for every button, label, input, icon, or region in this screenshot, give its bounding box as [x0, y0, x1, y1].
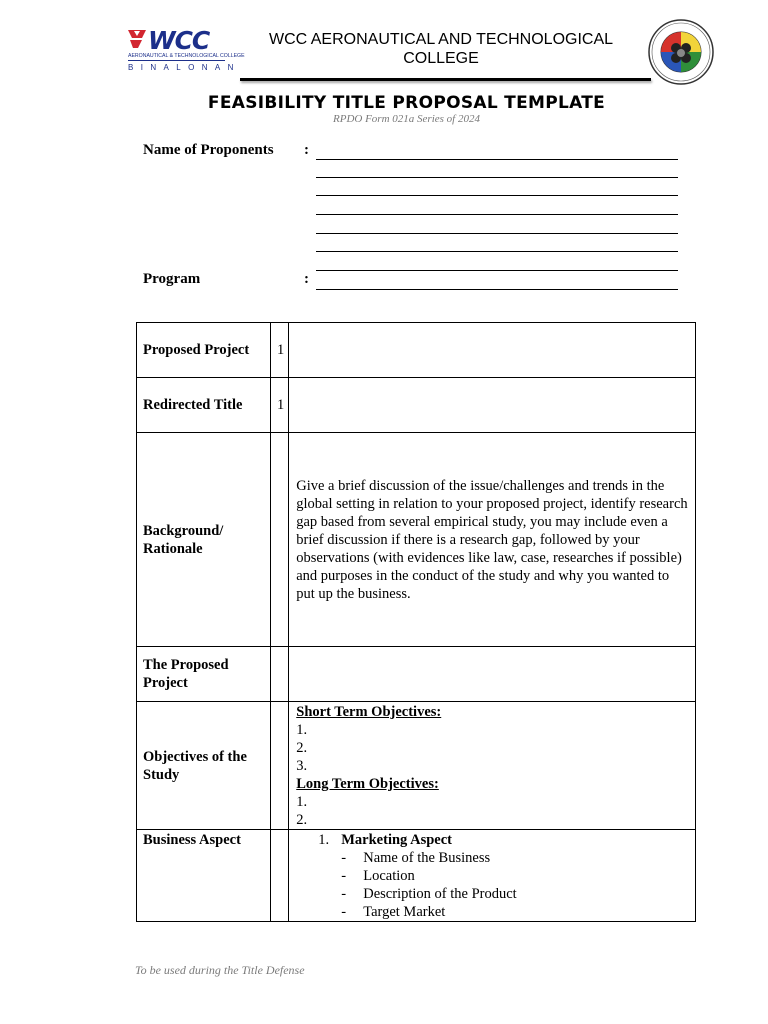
list-item [296, 849, 688, 867]
table-row [137, 433, 696, 647]
list-item-label: Location [363, 868, 415, 884]
table-row [137, 830, 696, 922]
proponents-label: Name of Proponents [143, 142, 274, 158]
row-number [271, 830, 289, 922]
marketing-aspect-label: Marketing Aspect [341, 832, 452, 848]
proponent-line[interactable] [316, 177, 678, 178]
marketing-aspect-heading [296, 831, 688, 849]
table-row [137, 647, 696, 702]
college-logo [128, 26, 245, 76]
list-item-label: Description of the Product [363, 886, 517, 902]
college-name: WCC AERONAUTICAL AND TECHNOLOGICAL COLLEGE [268, 31, 614, 67]
logo-subtitle: AERONAUTICAL & TECHNOLOGICAL COLLEGE [128, 53, 245, 59]
row-label: Objectives of the Study [137, 702, 271, 830]
row-number [271, 702, 289, 830]
bullet-dash: - [341, 850, 347, 866]
rationale-cell[interactable]: Give a brief discussion of the issue/challenges and trends in the global setting in relation to your proposed project, identify research gap based from several empirical study, you may include even a brief discussion if there is a research gap, followed by your observations (with evidences like law, case, researches if possible) and purposes in the conduct of the study and why you wanted to put up the business. [289, 433, 696, 647]
objectives-cell[interactable] [289, 702, 696, 830]
objective-item: 2. [296, 812, 308, 828]
proponent-line[interactable] [316, 159, 678, 160]
list-item [296, 903, 688, 921]
list-number: 1. [318, 832, 330, 848]
proponent-line[interactable] [316, 195, 678, 196]
row-number [271, 647, 289, 702]
row-label: Proposed Project [137, 323, 271, 378]
long-term-heading: Long Term Objectives: [296, 776, 439, 792]
table-row [137, 323, 696, 378]
wing-emblem-icon [128, 28, 148, 52]
proponent-line[interactable] [316, 233, 678, 234]
objective-item: 3. [296, 758, 308, 774]
row-number [271, 433, 289, 647]
document-title: FEASIBILITY TITLE PROPOSAL TEMPLATE [207, 93, 606, 113]
bullet-dash: - [341, 886, 347, 902]
list-item [296, 867, 688, 885]
short-term-heading: Short Term Objectives: [296, 704, 442, 720]
objective-item: 1. [296, 722, 308, 738]
row-label: Background/ Rationale [137, 433, 271, 647]
list-item [296, 885, 688, 903]
program-colon: : [304, 271, 309, 287]
row-label: Redirected Title [137, 378, 271, 433]
proposed-project-description-cell[interactable] [289, 647, 696, 702]
header-divider [240, 78, 651, 81]
program-line[interactable] [316, 289, 678, 290]
research-office-seal-icon [648, 19, 714, 85]
logo-brand: WCC [148, 26, 210, 55]
table-row [137, 378, 696, 433]
program-label: Program [143, 271, 201, 287]
redirected-title-cell[interactable] [289, 378, 696, 433]
bullet-dash: - [341, 904, 347, 920]
proponents-colon: : [304, 142, 309, 158]
logo-location: BINALONAN [128, 63, 241, 72]
form-number: RPDO Form 021a Series of 2024 [333, 113, 480, 125]
footer-note: To be used during the Title Defense [135, 963, 305, 977]
proponent-line[interactable] [316, 251, 678, 252]
proponent-line[interactable] [316, 214, 678, 215]
business-aspect-cell[interactable] [289, 830, 696, 922]
logo-divider [128, 60, 225, 61]
row-label: The Proposed Project [137, 647, 271, 702]
business-aspect-list [296, 831, 688, 921]
objective-item: 2. [296, 740, 308, 756]
row-number: 1 [271, 378, 289, 433]
bullet-dash: - [341, 868, 347, 884]
proposal-table [136, 322, 696, 922]
objective-item: 1. [296, 794, 308, 810]
row-number: 1 [271, 323, 289, 378]
list-item-label: Name of the Business [363, 850, 491, 866]
proposed-project-cell[interactable] [289, 323, 696, 378]
table-row [137, 702, 696, 830]
row-label: Business Aspect [137, 830, 271, 922]
proponent-line[interactable] [316, 270, 678, 271]
list-item-label: Target Market [363, 904, 446, 920]
